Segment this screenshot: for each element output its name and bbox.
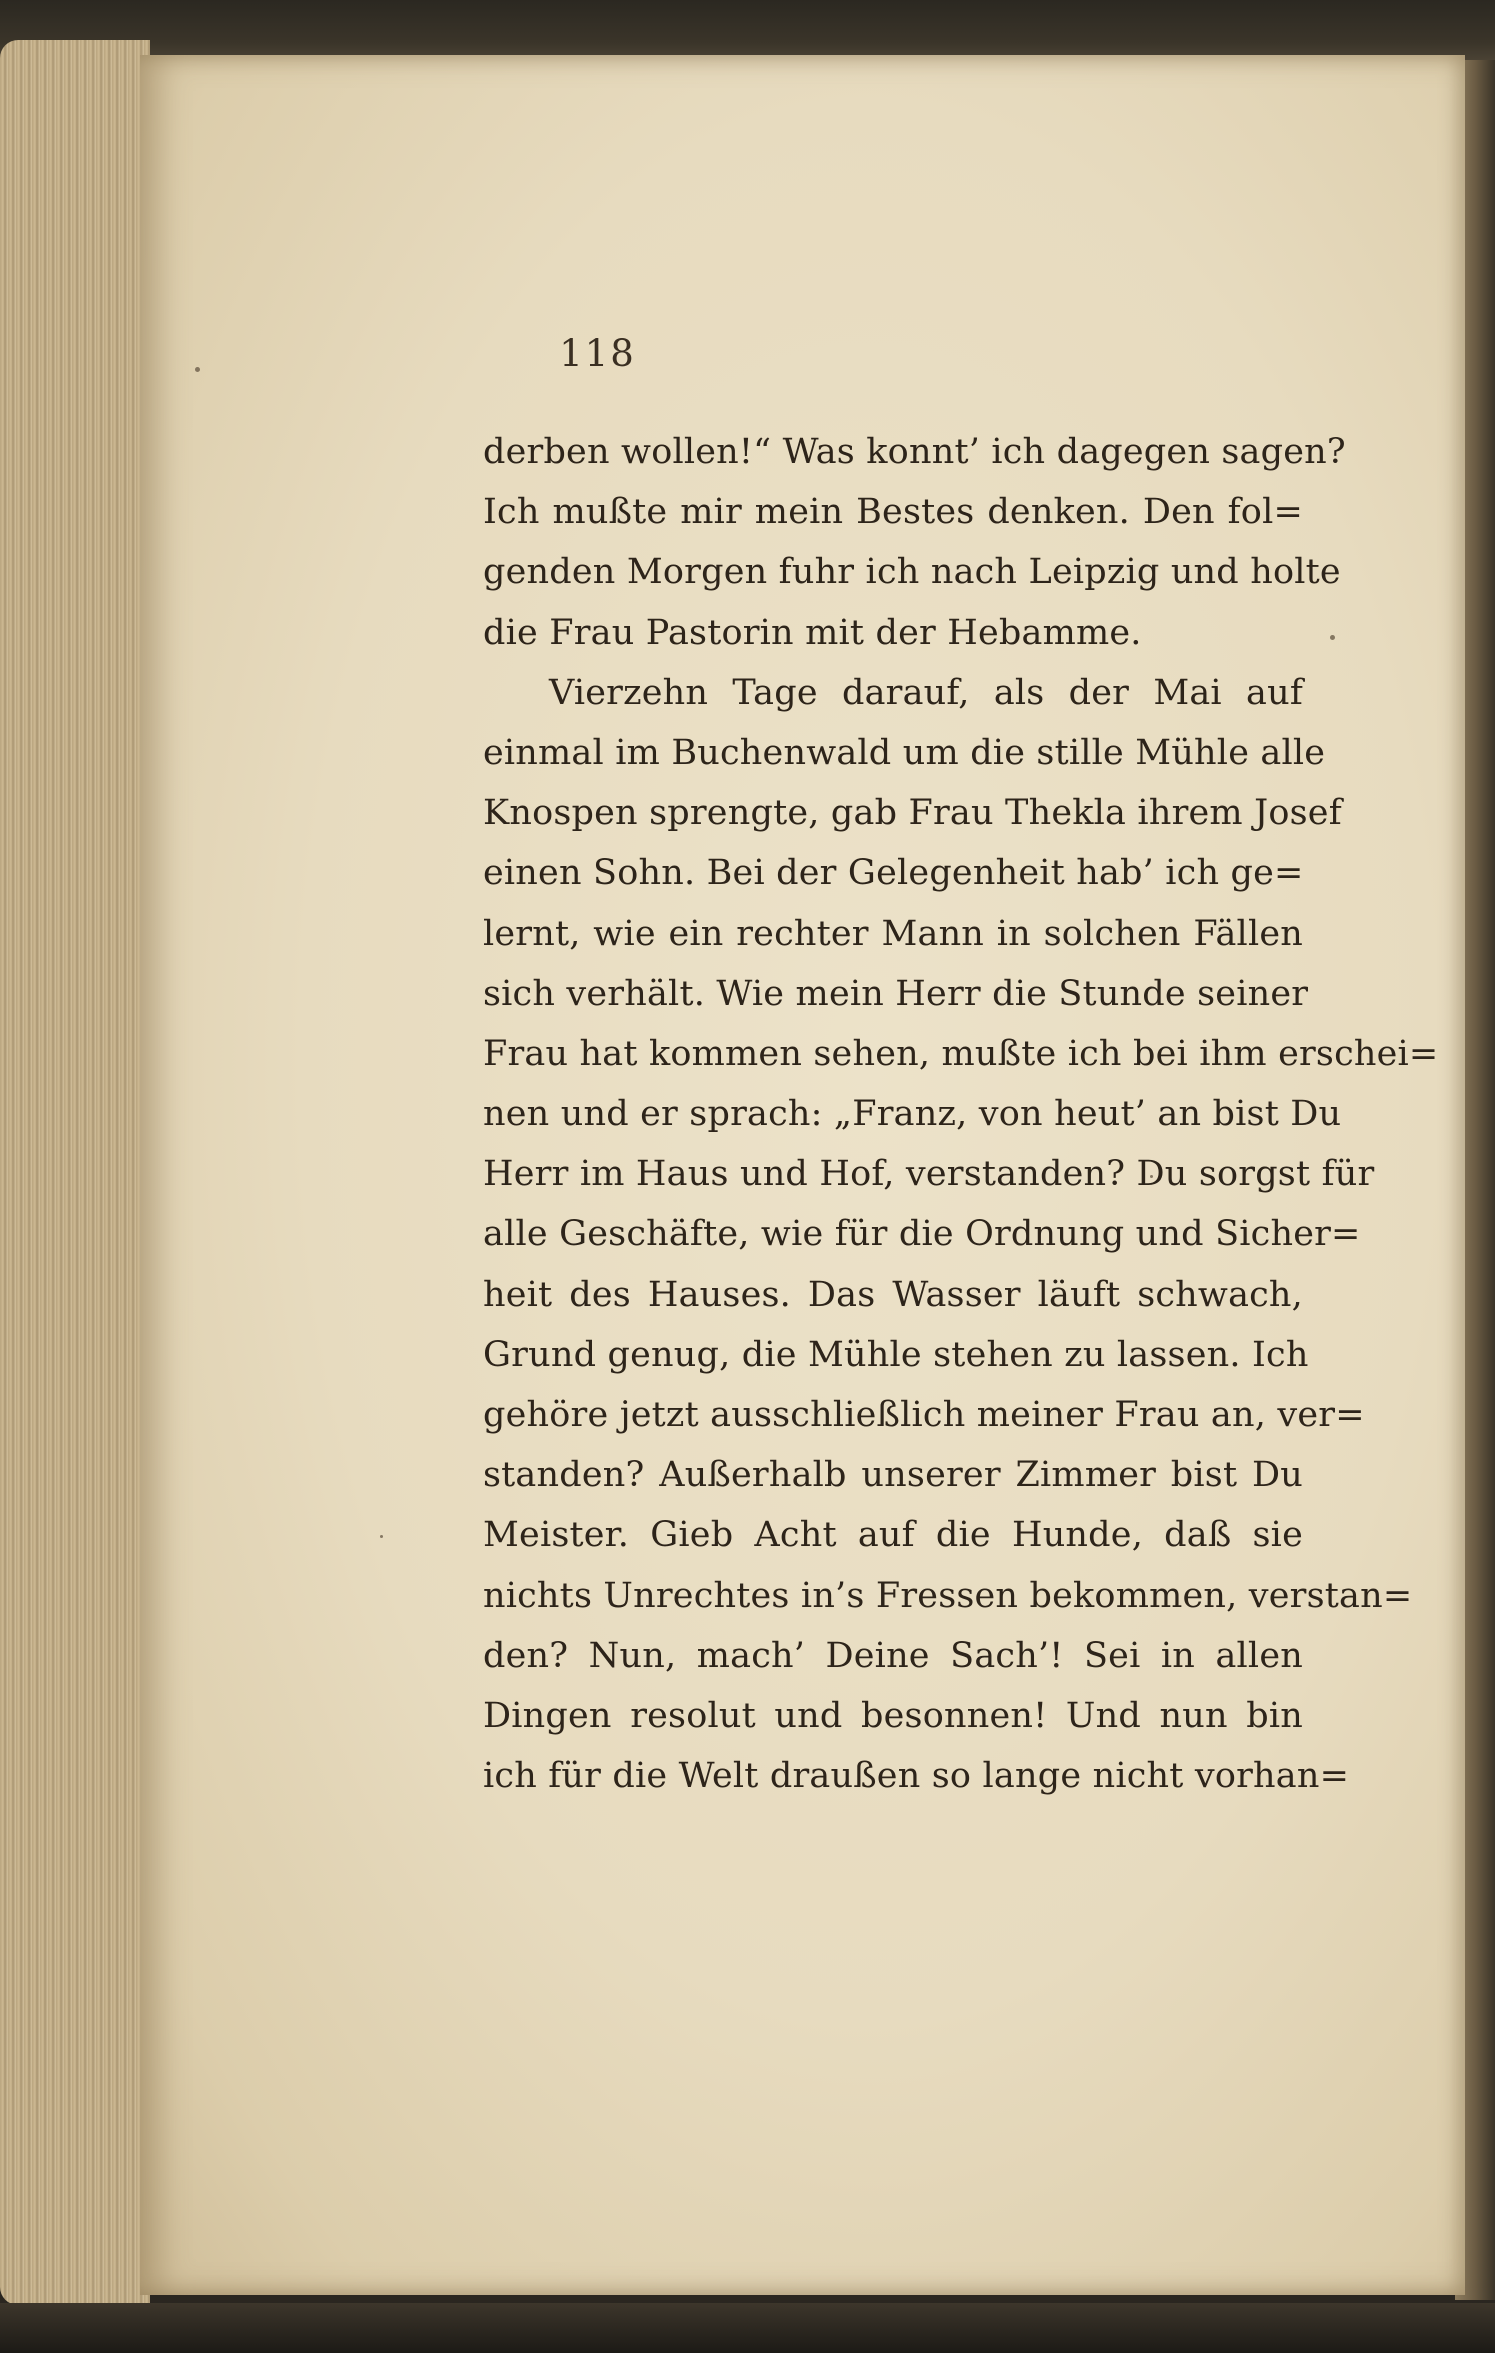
page-number: 118	[559, 332, 636, 375]
text-line: ich für die Welt draußen so lange nicht vorhan=	[483, 1756, 1350, 1797]
text-line: Dingen resolut und besonnen! Und nun bin	[483, 1695, 1303, 1736]
text-line: den? Nun, mach’ Deine Sach’! Sei in allen	[483, 1635, 1303, 1676]
text-line: heit des Hauses. Das Wasser läuft schwach,	[483, 1274, 1303, 1315]
text-line: Vierzehn Tage darauf, als der Mai auf	[549, 672, 1303, 713]
text-line: Grund genug, die Mühle stehen zu lassen. Ich	[483, 1334, 1309, 1375]
paper-speck	[380, 1535, 383, 1538]
text-line: gehöre jetzt ausschließlich meiner Frau an, ver=	[483, 1395, 1365, 1435]
page-edges-left	[0, 40, 150, 2305]
text-line: einen Sohn. Bei der Gelegenheit hab’ ich ge=	[483, 853, 1304, 894]
book-cover-bottom	[0, 2303, 1495, 2353]
text-line: genden Morgen fuhr ich nach Leipzig und holte	[483, 552, 1341, 593]
paper-speck	[1330, 635, 1335, 640]
text-line: lernt, wie ein rechter Mann in solchen Fällen	[483, 913, 1303, 954]
text-line: sich verhält. Wie mein Herr die Stunde seiner	[483, 973, 1309, 1014]
text-line: Ich mußte mir mein Bestes denken. Den fol=	[483, 492, 1303, 533]
text-line: nichts Unrechtes in’s Fressen bekommen, verstan=	[483, 1575, 1413, 1616]
text-line: Herr im Haus und Hof, verstanden? Du sorgst für	[483, 1154, 1375, 1195]
text-line: derben wollen!“ Was konnt’ ich dagegen sagen?	[483, 432, 1346, 472]
text-line: standen? Außerhalb unserer Zimmer bist Du	[483, 1455, 1303, 1496]
text-line: Meister. Gieb Acht auf die Hunde, daß sie	[483, 1515, 1303, 1556]
text-line: nen und er sprach: „Franz, von heut’ an bist Du	[483, 1094, 1342, 1135]
text-line: alle Geschäfte, wie für die Ordnung und Sicher=	[483, 1214, 1361, 1255]
body-text	[483, 422, 1439, 1806]
text-line: die Frau Pastorin mit der Hebamme.	[483, 612, 1142, 653]
text-line: Frau hat kommen sehen, mußte ich bei ihm erschei=	[483, 1033, 1439, 1074]
text-line: einmal im Buchenwald um die stille Mühle alle	[483, 732, 1326, 773]
text-line: Knospen sprengte, gab Frau Thekla ihrem Josef	[483, 793, 1342, 834]
book-cover-top	[0, 0, 1495, 60]
